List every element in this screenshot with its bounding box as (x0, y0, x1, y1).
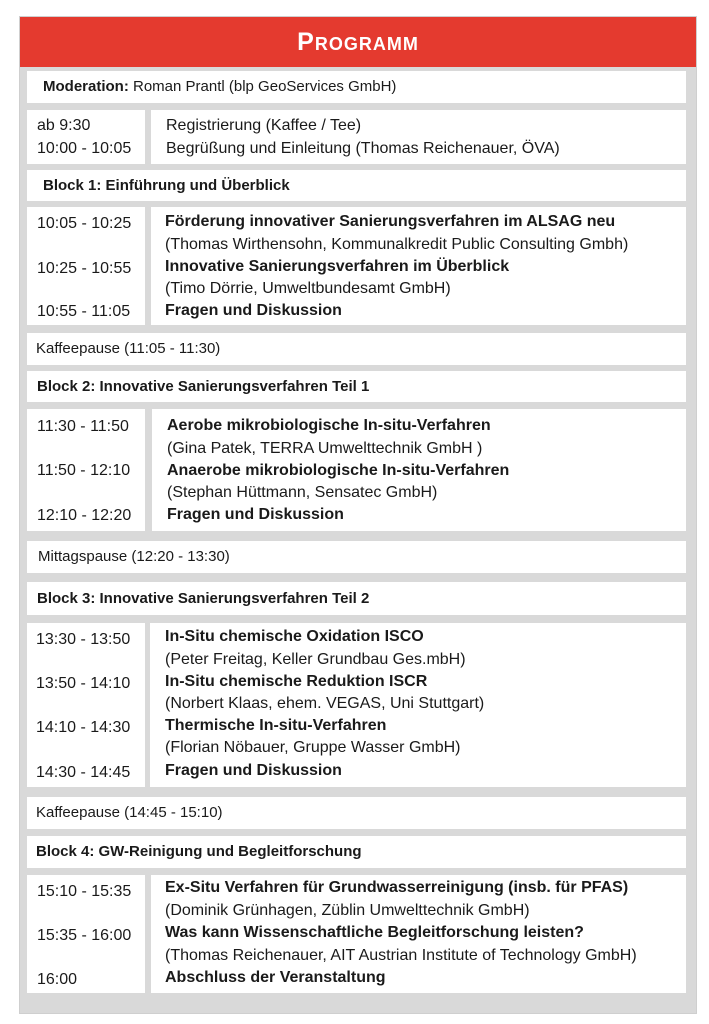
intro-time: ab 9:30 (37, 117, 91, 134)
block3-time: 14:30 - 14:45 (36, 764, 131, 781)
block3-time: 14:10 - 14:30 (36, 719, 131, 736)
talk-speaker: (Stephan Hüttmann, Sensatec GmbH) (167, 484, 438, 501)
talk-speaker: (Florian Nöbauer, Gruppe Wasser GmbH) (165, 739, 461, 756)
program-title: Programm (20, 17, 696, 67)
talk-title: Fragen und Diskussion (167, 506, 344, 523)
talk-speaker: (Dominik Grünhagen, Züblin Umwelttechnik GmbH) (165, 902, 530, 919)
talk-title: Anaerobe mikrobiologische In-situ-Verfahren (167, 462, 510, 479)
block2-heading: Block 2: Innovative Sanierungsverfahren Teil 1 (27, 371, 686, 402)
moderation-value: Roman Prantl (blp GeoServices GmbH) (133, 78, 397, 95)
talk-title: Ex-Situ Verfahren für Grundwasserreinigung (insb. für PFAS) (165, 879, 629, 896)
talk-speaker: (Peter Freitag, Keller Grundbau Ges.mbH) (165, 651, 466, 668)
block1-time: 10:25 - 10:55 (37, 260, 132, 277)
block4-time: 15:10 - 15:35 (37, 883, 132, 900)
block2-time: 11:30 - 11:50 (37, 418, 129, 435)
intro-time: 10:00 - 10:05 (37, 140, 132, 157)
talk-speaker: (Gina Patek, TERRA Umwelttechnik GmbH ) (167, 440, 483, 457)
moderation-label: Moderation: (43, 78, 129, 95)
block2-time: 12:10 - 12:20 (37, 507, 132, 524)
talk-title: Fragen und Diskussion (165, 762, 342, 779)
talk-speaker: (Norbert Klaas, ehem. VEGAS, Uni Stuttgart) (165, 695, 485, 712)
intro-item: Registrierung (Kaffee / Tee) (166, 117, 362, 134)
talk-speaker: (Thomas Reichenauer, AIT Austrian Institute of Technology GmbH) (165, 947, 637, 964)
moderation-bar (27, 71, 686, 103)
block3-time: 13:50 - 14:10 (36, 675, 131, 692)
block4-time: 16:00 (37, 971, 78, 988)
block2-time: 11:50 - 12:10 (37, 462, 131, 479)
talk-title: Förderung innovativer Sanierungsverfahren im ALSAG neu (165, 213, 616, 230)
coffee-break-1: Kaffeepause (11:05 - 11:30) (27, 333, 686, 365)
block4-time: 15:35 - 16:00 (37, 927, 132, 944)
talk-title: Fragen und Diskussion (165, 302, 342, 319)
block1-heading: Block 1: Einführung und Überblick (27, 170, 686, 201)
talk-speaker: (Timo Dörrie, Umweltbundesamt GmbH) (165, 280, 451, 297)
block1-time: 10:05 - 10:25 (37, 215, 132, 232)
talk-title: Abschluss der Veranstaltung (165, 969, 386, 986)
talk-title: Was kann Wissenschaftliche Begleitforschung leisten? (165, 924, 584, 941)
talk-title: In-Situ chemische Reduktion ISCR (165, 673, 428, 690)
talk-title: Thermische In-situ-Verfahren (165, 717, 387, 734)
lunch-break: Mittagspause (12:20 - 13:30) (27, 541, 686, 573)
coffee-break-2: Kaffeepause (14:45 - 15:10) (27, 797, 686, 829)
talk-speaker: (Thomas Wirthensohn, Kommunalkredit Public Consulting Gmbh) (165, 236, 629, 253)
talk-title: In-Situ chemische Oxidation ISCO (165, 628, 424, 645)
block4-heading: Block 4: GW-Reinigung und Begleitforschung (27, 836, 686, 868)
block3-heading: Block 3: Innovative Sanierungsverfahren Teil 2 (27, 582, 686, 615)
block1-time: 10:55 - 11:05 (37, 303, 131, 320)
intro-item: Begrüßung und Einleitung (Thomas Reichenauer, ÖVA) (166, 140, 560, 157)
talk-title: Aerobe mikrobiologische In-situ-Verfahren (167, 417, 491, 434)
block3-time: 13:30 - 13:50 (36, 631, 131, 648)
talk-title: Innovative Sanierungsverfahren im Überblick (165, 258, 510, 275)
